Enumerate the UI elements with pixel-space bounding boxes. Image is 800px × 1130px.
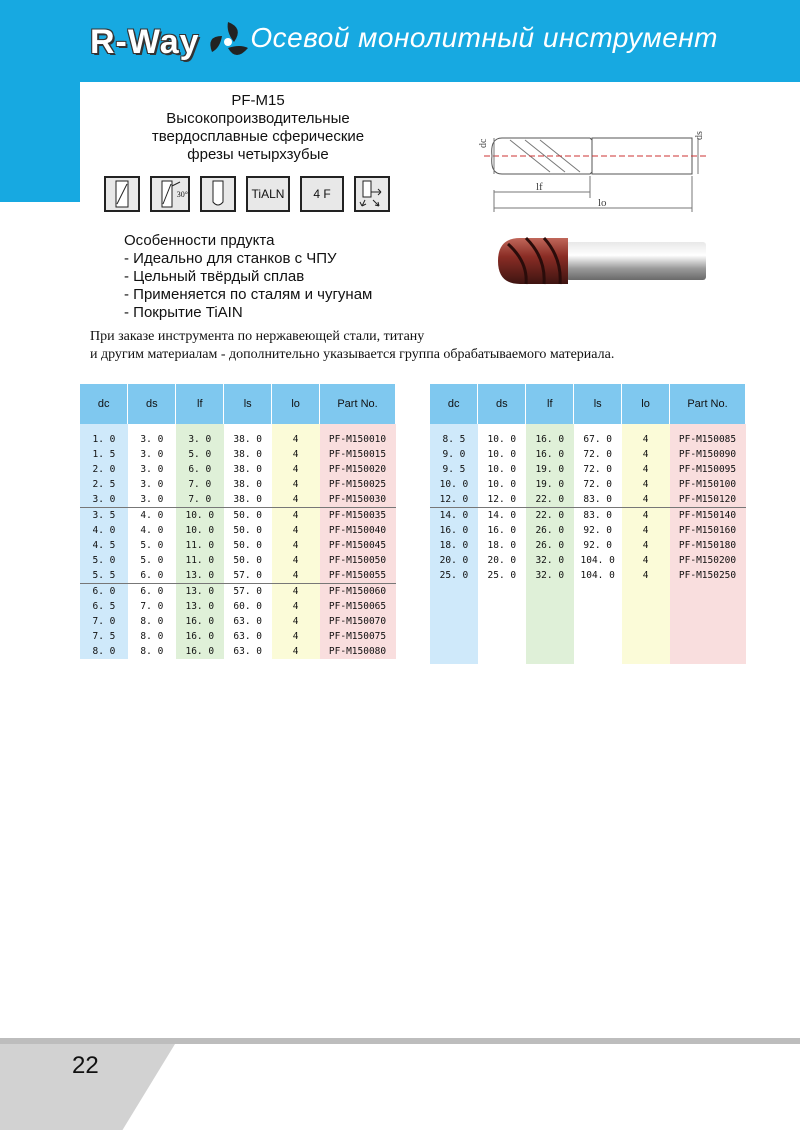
cell-dc: 9. 0 [430, 447, 478, 462]
cell-lo: 4 [272, 523, 320, 538]
cell-ds: 3. 0 [128, 477, 176, 492]
cell-ls: 50. 0 [224, 508, 272, 524]
dim-dc-label: dc [478, 138, 489, 148]
logo-mark-icon [204, 18, 252, 66]
cell-ds: 18. 0 [478, 538, 526, 553]
table-row [80, 424, 396, 447]
cell-ls: 104. 0 [574, 568, 622, 583]
cell-ds: 10. 0 [478, 447, 526, 462]
cell-ls: 63. 0 [224, 629, 272, 644]
cell-ls: 50. 0 [224, 538, 272, 553]
cell-lf: 16. 0 [176, 629, 224, 644]
dim-lo-label: lo [598, 197, 607, 209]
cell-ds: 8. 0 [128, 629, 176, 644]
table-row [80, 629, 396, 644]
cell-lf: 7. 0 [176, 492, 224, 508]
cell-dc: 16. 0 [430, 523, 478, 538]
col-header-ls: ls [224, 384, 272, 424]
cell-lf: 26. 0 [526, 523, 574, 538]
col-header-ls: ls [574, 384, 622, 424]
cell-lf: 10. 0 [176, 508, 224, 524]
cell-lo: 4 [272, 629, 320, 644]
empty-cell [430, 583, 478, 664]
col-header-part-no: Part No. [670, 384, 746, 424]
cell-ls: 104. 0 [574, 553, 622, 568]
cell-ds: 10. 0 [478, 424, 526, 447]
table-row [430, 538, 746, 553]
cell-ls: 72. 0 [574, 447, 622, 462]
cell-part-no: PF-M150040 [320, 523, 396, 538]
cell-lo: 4 [272, 599, 320, 614]
cell-part-no: PF-M150100 [670, 477, 746, 492]
feature-icons [104, 176, 390, 212]
table-row [80, 614, 396, 629]
table-row [430, 462, 746, 477]
cell-dc: 1. 0 [80, 424, 128, 447]
table-row [430, 553, 746, 568]
cell-part-no: PF-M150075 [320, 629, 396, 644]
cell-lf: 6. 0 [176, 462, 224, 477]
technical-drawing [470, 120, 710, 220]
product-features [124, 232, 372, 322]
cell-dc: 18. 0 [430, 538, 478, 553]
cell-lo: 4 [272, 614, 320, 629]
coating-icon: TiALN [246, 176, 290, 212]
cell-ls: 92. 0 [574, 523, 622, 538]
col-header-lf: lf [526, 384, 574, 424]
cell-ds: 7. 0 [128, 599, 176, 614]
col-header-ds: ds [128, 384, 176, 424]
solid-carbide-icon [104, 176, 140, 212]
product-photo [498, 232, 710, 290]
cell-lf: 11. 0 [176, 538, 224, 553]
cell-ds: 10. 0 [478, 477, 526, 492]
cell-part-no: PF-M150070 [320, 614, 396, 629]
cell-part-no: PF-M150065 [320, 599, 396, 614]
cell-dc: 5. 0 [80, 553, 128, 568]
helix-30-icon [150, 176, 190, 212]
cell-part-no: PF-M150030 [320, 492, 396, 508]
cell-lo: 4 [622, 424, 670, 447]
cell-ds: 25. 0 [478, 568, 526, 583]
cell-dc: 6. 0 [80, 584, 128, 600]
table-row [80, 538, 396, 553]
cell-dc: 14. 0 [430, 508, 478, 524]
cell-ds: 4. 0 [128, 523, 176, 538]
table-row [80, 462, 396, 477]
cell-ls: 57. 0 [224, 568, 272, 584]
col-header-dc: dc [430, 384, 478, 424]
cell-lf: 16. 0 [526, 447, 574, 462]
table-row [80, 447, 396, 462]
cell-ls: 83. 0 [574, 492, 622, 508]
cell-lo: 4 [272, 538, 320, 553]
dim-ds-label: ds [694, 131, 705, 140]
cell-part-no: PF-M150060 [320, 584, 396, 600]
cell-lf: 16. 0 [176, 644, 224, 659]
cell-ds: 6. 0 [128, 568, 176, 584]
table-row [430, 492, 746, 508]
table-row [430, 523, 746, 538]
feature-item: - Применяется по сталям и чугунам [124, 286, 373, 303]
cell-dc: 12. 0 [430, 492, 478, 508]
note-line: При заказе инструмента по нержавеющей стали, титану [90, 329, 425, 344]
flutes-icon: 4 F [300, 176, 344, 212]
cell-ds: 8. 0 [128, 614, 176, 629]
cell-ls: 38. 0 [224, 477, 272, 492]
cell-ds: 5. 0 [128, 538, 176, 553]
spec-table-left [80, 384, 396, 659]
product-title-line: фрезы четырхзубые [187, 146, 329, 163]
milling-direction-icon [354, 176, 390, 212]
empty-cell [622, 583, 670, 664]
features-heading: Особенности прдукта [124, 232, 275, 249]
cell-ls: 63. 0 [224, 614, 272, 629]
cell-lo: 4 [622, 462, 670, 477]
cell-part-no: PF-M150250 [670, 568, 746, 583]
cell-lo: 4 [272, 644, 320, 659]
cell-lf: 13. 0 [176, 568, 224, 584]
ball-nose-icon [200, 176, 236, 212]
table-row [80, 644, 396, 659]
cell-ds: 8. 0 [128, 644, 176, 659]
cell-dc: 7. 0 [80, 614, 128, 629]
cell-part-no: PF-M150180 [670, 538, 746, 553]
product-code: PF-M15 [231, 92, 285, 109]
cell-dc: 20. 0 [430, 553, 478, 568]
cell-dc: 5. 5 [80, 568, 128, 584]
cell-dc: 6. 5 [80, 599, 128, 614]
cell-ls: 50. 0 [224, 523, 272, 538]
table-filler-row [430, 583, 746, 664]
table-row [430, 508, 746, 524]
cell-lf: 16. 0 [526, 424, 574, 447]
cell-ls: 67. 0 [574, 424, 622, 447]
table-row [430, 568, 746, 583]
feature-item: - Идеально для станков с ЧПУ [124, 250, 337, 267]
cell-lf: 11. 0 [176, 553, 224, 568]
cell-lf: 22. 0 [526, 508, 574, 524]
cell-ds: 10. 0 [478, 462, 526, 477]
col-header-ds: ds [478, 384, 526, 424]
cell-lf: 5. 0 [176, 447, 224, 462]
empty-cell [526, 583, 574, 664]
cell-lo: 4 [272, 553, 320, 568]
cell-part-no: PF-M150090 [670, 447, 746, 462]
product-title-line: твердосплавные сферические [151, 128, 365, 145]
cell-part-no: PF-M150085 [670, 424, 746, 447]
cell-ds: 14. 0 [478, 508, 526, 524]
table-row [80, 568, 396, 584]
feature-item: - Цельный твёрдый сплав [124, 268, 305, 285]
empty-cell [574, 583, 622, 664]
cell-lo: 4 [272, 477, 320, 492]
cell-lo: 4 [622, 523, 670, 538]
cell-lf: 16. 0 [176, 614, 224, 629]
cell-part-no: PF-M150160 [670, 523, 746, 538]
col-header-lf: lf [176, 384, 224, 424]
cell-dc: 1. 5 [80, 447, 128, 462]
cell-part-no: PF-M150120 [670, 492, 746, 508]
cell-lf: 32. 0 [526, 568, 574, 583]
section-title: Осевой монолитный инструмент [250, 22, 718, 53]
cell-part-no: PF-M150140 [670, 508, 746, 524]
cell-part-no: PF-M150200 [670, 553, 746, 568]
cell-dc: 25. 0 [430, 568, 478, 583]
cell-ds: 16. 0 [478, 523, 526, 538]
cell-ls: 92. 0 [574, 538, 622, 553]
cell-part-no: PF-M150025 [320, 477, 396, 492]
cell-part-no: PF-M150095 [670, 462, 746, 477]
cell-dc: 3. 0 [80, 492, 128, 508]
col-header-part-no: Part No. [320, 384, 396, 424]
empty-cell [670, 583, 746, 664]
cell-ls: 60. 0 [224, 599, 272, 614]
cell-part-no: PF-M150050 [320, 553, 396, 568]
cell-lf: 13. 0 [176, 584, 224, 600]
empty-cell [478, 583, 526, 664]
cell-lo: 4 [272, 492, 320, 508]
cell-part-no: PF-M150055 [320, 568, 396, 584]
cell-dc: 3. 5 [80, 508, 128, 524]
cell-ds: 12. 0 [478, 492, 526, 508]
cell-lf: 3. 0 [176, 424, 224, 447]
cell-ds: 6. 0 [128, 584, 176, 600]
cell-ds: 3. 0 [128, 462, 176, 477]
cell-ls: 83. 0 [574, 508, 622, 524]
table-row [80, 584, 396, 600]
cell-ls: 72. 0 [574, 477, 622, 492]
cell-lf: 13. 0 [176, 599, 224, 614]
cell-lf: 22. 0 [526, 492, 574, 508]
cell-lo: 4 [622, 508, 670, 524]
cell-lo: 4 [622, 492, 670, 508]
cell-ls: 38. 0 [224, 447, 272, 462]
cell-part-no: PF-M150015 [320, 447, 396, 462]
cell-ls: 38. 0 [224, 462, 272, 477]
cell-ls: 57. 0 [224, 584, 272, 600]
logo-text: R-Way [90, 22, 200, 61]
page-number: 22 [72, 1052, 99, 1079]
table-row [80, 477, 396, 492]
cell-ls: 50. 0 [224, 553, 272, 568]
cell-lo: 4 [272, 462, 320, 477]
cell-dc: 2. 0 [80, 462, 128, 477]
cell-dc: 8. 5 [430, 424, 478, 447]
table-header-row [430, 384, 746, 424]
brand-logo [90, 18, 252, 66]
cell-lf: 32. 0 [526, 553, 574, 568]
cell-ds: 20. 0 [478, 553, 526, 568]
header-side-block [0, 82, 80, 202]
dim-lf-label: lf [536, 181, 543, 193]
cell-part-no: PF-M150035 [320, 508, 396, 524]
feature-item: - Покрытие TiAIN [124, 304, 243, 321]
col-header-lo: lo [622, 384, 670, 424]
product-title-line: Высокопроизводительные [166, 110, 350, 127]
table-row [430, 447, 746, 462]
footer-bar [0, 1038, 800, 1044]
table-row [80, 523, 396, 538]
cell-lf: 19. 0 [526, 462, 574, 477]
cell-lo: 4 [622, 568, 670, 583]
cell-lo: 4 [272, 568, 320, 584]
cell-ds: 4. 0 [128, 508, 176, 524]
spec-table-right [430, 384, 746, 664]
cell-dc: 9. 5 [430, 462, 478, 477]
cell-dc: 4. 0 [80, 523, 128, 538]
cell-dc: 4. 5 [80, 538, 128, 553]
cell-lo: 4 [622, 538, 670, 553]
cell-part-no: PF-M150080 [320, 644, 396, 659]
cell-part-no: PF-M150020 [320, 462, 396, 477]
cell-lo: 4 [272, 584, 320, 600]
cell-lf: 19. 0 [526, 477, 574, 492]
cell-part-no: PF-M150045 [320, 538, 396, 553]
table-row [80, 599, 396, 614]
table-header-row [80, 384, 396, 424]
cell-dc: 2. 5 [80, 477, 128, 492]
cell-dc: 8. 0 [80, 644, 128, 659]
cell-dc: 7. 5 [80, 629, 128, 644]
cell-ds: 3. 0 [128, 447, 176, 462]
table-row [80, 553, 396, 568]
order-note [90, 328, 790, 364]
table-row [80, 492, 396, 508]
cell-lo: 4 [622, 447, 670, 462]
cell-ls: 63. 0 [224, 644, 272, 659]
col-header-dc: dc [80, 384, 128, 424]
note-line: и другим материалам - дополнительно указывается группа обрабатываемого материала. [90, 347, 615, 362]
helix-angle-label: 30° [176, 190, 188, 199]
cell-lf: 26. 0 [526, 538, 574, 553]
product-title [108, 92, 408, 164]
cell-lo: 4 [622, 553, 670, 568]
cell-lo: 4 [272, 447, 320, 462]
table-row [430, 424, 746, 447]
col-header-lo: lo [272, 384, 320, 424]
cell-lf: 7. 0 [176, 477, 224, 492]
table-row [80, 508, 396, 524]
table-row [430, 477, 746, 492]
cell-lf: 10. 0 [176, 523, 224, 538]
cell-lo: 4 [272, 424, 320, 447]
cell-ls: 38. 0 [224, 492, 272, 508]
cell-lo: 4 [622, 477, 670, 492]
cell-dc: 10. 0 [430, 477, 478, 492]
cell-lo: 4 [272, 508, 320, 524]
cell-ls: 72. 0 [574, 462, 622, 477]
cell-ds: 3. 0 [128, 492, 176, 508]
cell-ls: 38. 0 [224, 424, 272, 447]
cell-ds: 5. 0 [128, 553, 176, 568]
cell-ds: 3. 0 [128, 424, 176, 447]
cell-part-no: PF-M150010 [320, 424, 396, 447]
